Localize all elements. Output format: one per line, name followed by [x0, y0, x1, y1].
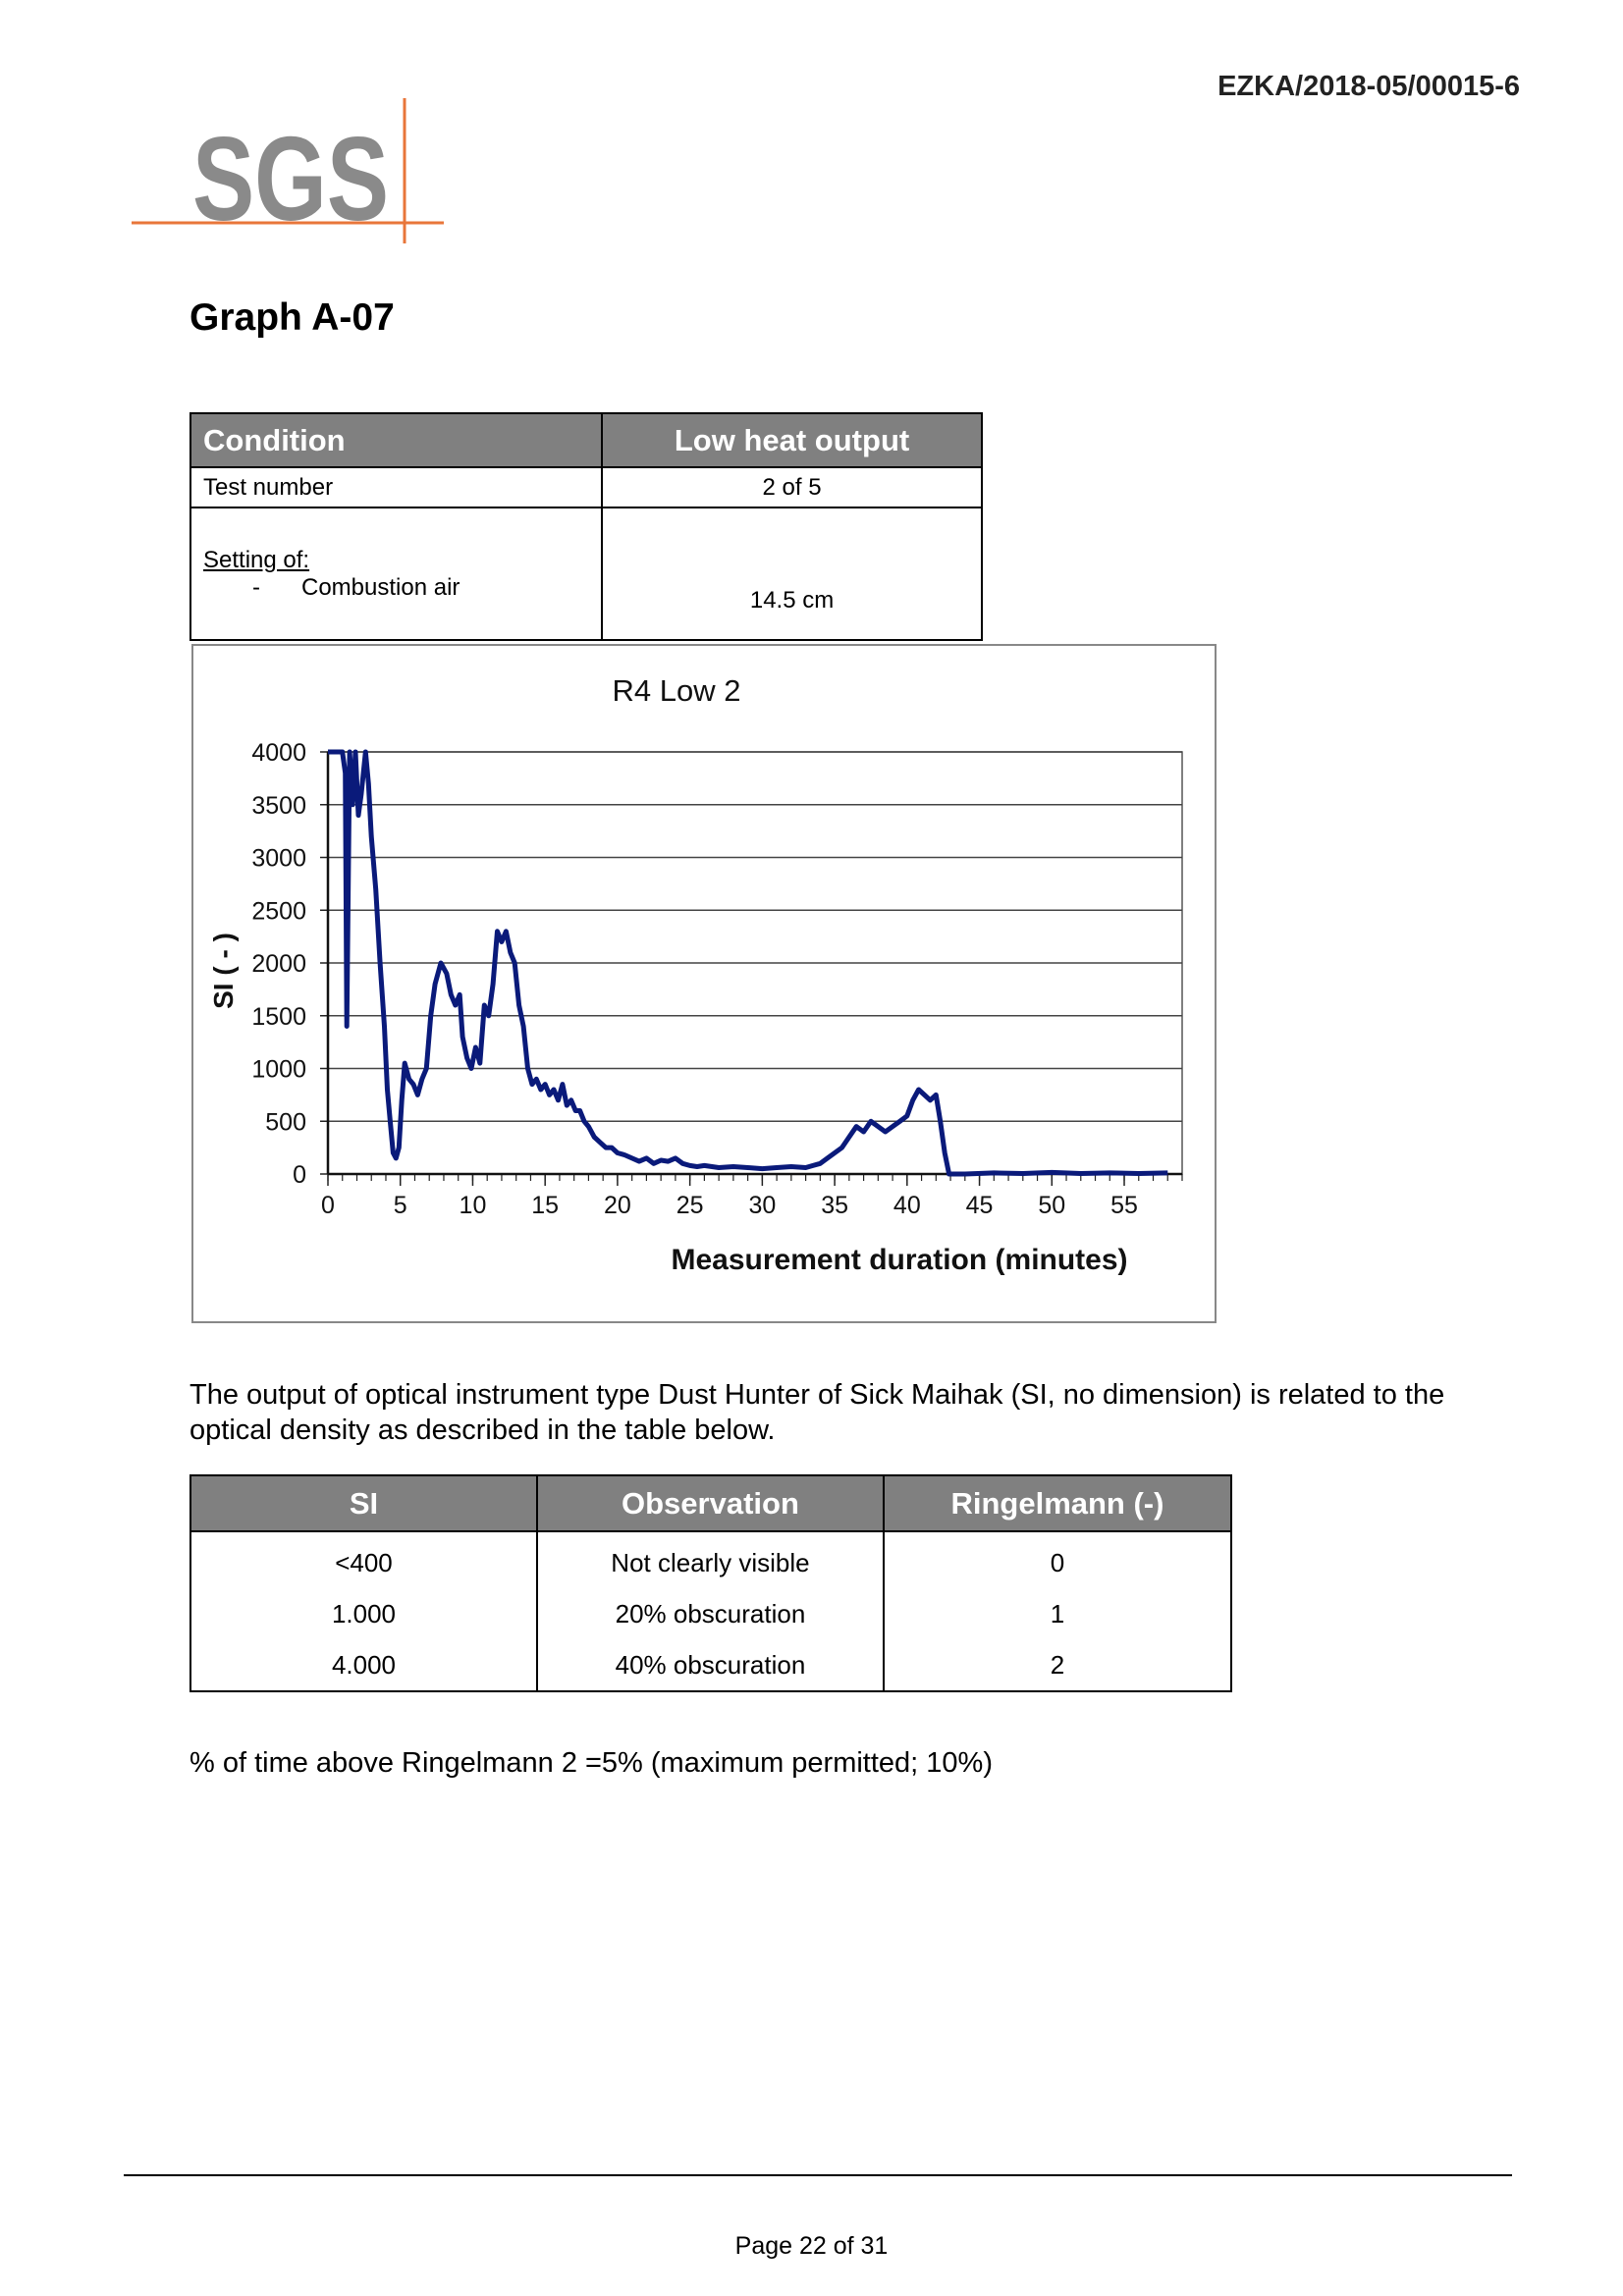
- y-axis-label: SI ( - ): [208, 933, 239, 1009]
- sgs-logo-text: SGS: [192, 112, 389, 245]
- observation-cell: 20% obscuration: [537, 1588, 884, 1639]
- ringelmann-cell: 1: [884, 1588, 1231, 1639]
- table-row: [190, 1639, 1231, 1691]
- setting-item: [203, 574, 589, 602]
- chart-grid: [328, 752, 1182, 1174]
- x-tick-label: 55: [1110, 1192, 1138, 1219]
- x-tick-label: 15: [531, 1192, 560, 1219]
- x-tick-label: 45: [965, 1192, 994, 1219]
- setting-label: Setting of:: [203, 546, 310, 573]
- y-tick-label: 1500: [251, 1002, 306, 1031]
- x-tick-label: 5: [393, 1192, 407, 1219]
- si-chart: [193, 646, 1215, 1321]
- si-header: SI: [190, 1475, 537, 1531]
- combustion-air-value: 14.5 cm: [602, 507, 982, 640]
- condition-value-header: Low heat output: [602, 413, 982, 467]
- y-tick-label: 2500: [251, 897, 306, 926]
- y-tick-label: 0: [293, 1161, 306, 1189]
- si-cell: <400: [190, 1531, 537, 1588]
- setting-cell: [190, 507, 602, 640]
- x-tick-label: 35: [821, 1192, 849, 1219]
- condition-table: [189, 412, 983, 641]
- y-tick-label: 3000: [251, 844, 306, 873]
- x-axis-label: Measurement duration (minutes): [671, 1244, 1128, 1276]
- table-row: [190, 1531, 1231, 1588]
- x-tick-label: 20: [604, 1192, 631, 1219]
- page-number: Page 22 of 31: [734, 2232, 889, 2260]
- y-tick-label: 3500: [251, 791, 306, 820]
- ringelmann-header: Ringelmann (-): [884, 1475, 1231, 1531]
- observation-cell: 40% obscuration: [537, 1639, 884, 1691]
- table-row: [190, 1588, 1231, 1639]
- combustion-air-label: Combustion air: [301, 573, 460, 601]
- si-cell: 1.000: [190, 1588, 537, 1639]
- ringelmann-note: % of time above Ringelmann 2 =5% (maximum permitted; 10%): [189, 1747, 993, 1779]
- setting-dash: -: [252, 573, 260, 601]
- x-tick-label: 0: [321, 1192, 335, 1219]
- sgs-logo: [130, 94, 456, 251]
- observation-header: Observation: [537, 1475, 884, 1531]
- footer-divider: [124, 2174, 1512, 2176]
- document-reference: EZKA/2018-05/00015-6: [1217, 71, 1520, 102]
- x-tick-label: 50: [1038, 1192, 1066, 1219]
- y-tick-label: 500: [265, 1108, 306, 1137]
- y-tick-label: 4000: [251, 739, 306, 767]
- test-number-value: 2 of 5: [602, 467, 982, 507]
- x-tick-label: 10: [459, 1192, 487, 1219]
- y-tick-label: 1000: [251, 1055, 306, 1084]
- graph-title: Graph A-07: [189, 296, 395, 339]
- description-paragraph: The output of optical instrument type Dust Hunter of Sick Maihak (SI, no dimension) is related to the optical density as described in the table below.: [189, 1379, 1445, 1446]
- ringelmann-cell: 0: [884, 1531, 1231, 1588]
- ringelmann-cell: 2: [884, 1639, 1231, 1691]
- y-tick-label: 2000: [251, 950, 306, 978]
- x-tick-label: 25: [676, 1192, 704, 1219]
- x-tick-label: 40: [893, 1192, 921, 1219]
- condition-header: Condition: [190, 413, 602, 467]
- chart-title: R4 Low 2: [612, 673, 741, 708]
- si-table: [189, 1474, 1232, 1692]
- si-cell: 4.000: [190, 1639, 537, 1691]
- observation-cell: Not clearly visible: [537, 1531, 884, 1588]
- test-number-label: Test number: [190, 467, 602, 507]
- chart-frame: [191, 644, 1217, 1323]
- x-tick-label: 30: [748, 1192, 777, 1219]
